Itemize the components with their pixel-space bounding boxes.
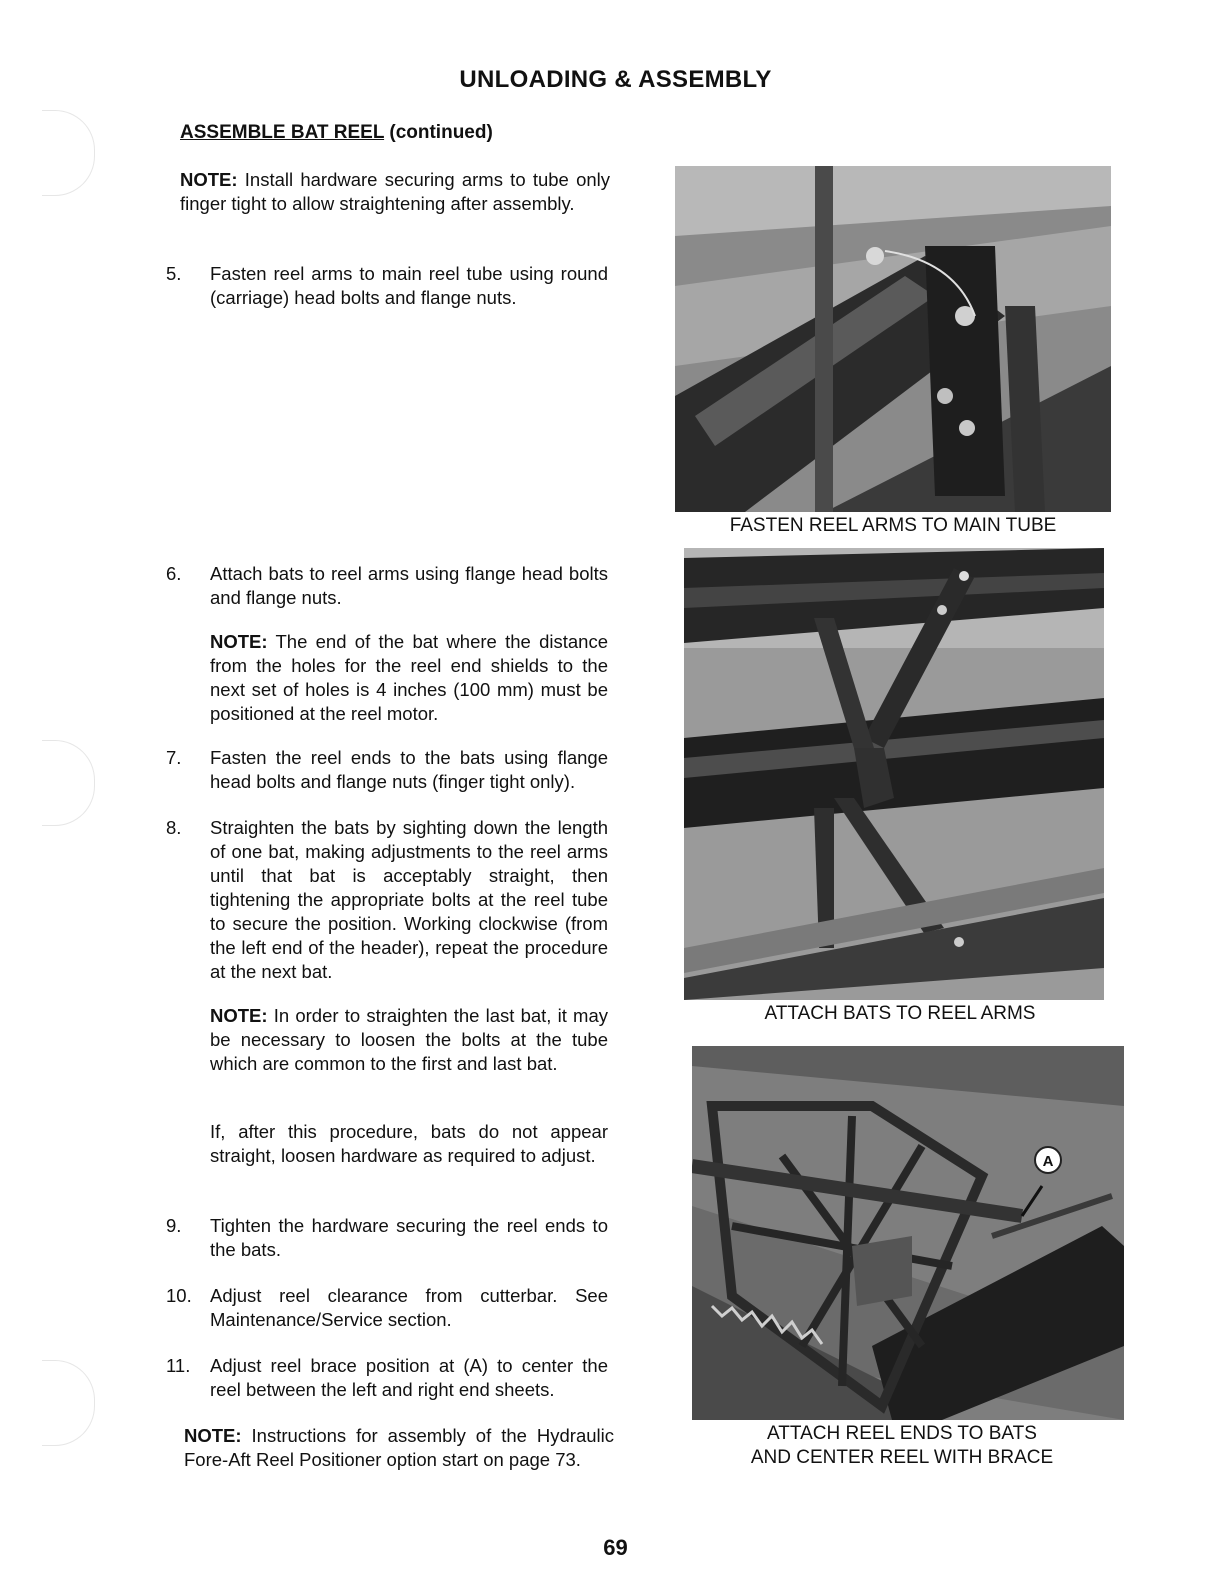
note-step-6: [210, 630, 608, 726]
step-number: 9.: [166, 1215, 182, 1236]
note-text: Install hardware securing arms to tube only finger tight to allow straightening after assembly.: [180, 169, 611, 214]
figure-caption: ATTACH BATS TO REEL ARMS: [764, 1003, 1036, 1024]
step-number: 5.: [166, 263, 182, 284]
page-number: 69: [603, 1535, 628, 1560]
figure-caption: [692, 1422, 1112, 1470]
note-label: NOTE:: [184, 1425, 242, 1446]
step-text: Straighten the bats by sighting down the length of one bat, making adjustments to the reel arms until that bat is acceptably straight, then tightening the appropriate bolts at the reel tube to secure the position. Working clockwise (from the left end of the header), repeat the procedure at the next bat.: [210, 817, 608, 982]
note-text: In order to straighten the last bat, it may be necessary to loosen the bolts at the tube which are common to the first and last bat.: [210, 1005, 608, 1074]
note-label: NOTE:: [210, 1005, 268, 1026]
step-text: Attach bats to reel arms using flange head bolts and flange nuts.: [210, 563, 608, 608]
note-label: NOTE:: [210, 631, 268, 652]
note-top: [180, 168, 610, 216]
paragraph-step-8: If, after this procedure, bats do not appear straight, loosen hardware as required to adjust.: [210, 1121, 608, 1166]
step-text: Fasten reel arms to main reel tube using round (carriage) head bolts and flange nuts.: [210, 263, 608, 308]
note-step-8: [210, 1004, 608, 1076]
step-number: 11.: [166, 1355, 191, 1376]
figure-caption: FASTEN REEL ARMS TO MAIN TUBE: [729, 515, 1057, 536]
photo-reel-arms-main-tube: [675, 166, 1111, 512]
photo-reel-ends-brace: [692, 1046, 1124, 1420]
step-text: Fasten the reel ends to the bats using flange head bolts and flange nuts (finger tight only).: [210, 747, 608, 792]
binder-hole: [42, 1360, 95, 1446]
section-title-suffix: (continued): [389, 122, 493, 143]
step-number: 6.: [166, 563, 182, 584]
step-text: Tighten the hardware securing the reel ends to the bats.: [210, 1215, 608, 1260]
section-title: [180, 122, 493, 144]
step-number: 10.: [166, 1285, 192, 1306]
note-text: The end of the bat where the distance from the holes for the reel end shields to the next set of holes is 4 inches (100 mm) must be positioned at the reel motor.: [210, 631, 608, 724]
binder-hole: [42, 740, 95, 826]
callout-a: A: [1042, 1153, 1054, 1170]
binder-hole: [42, 110, 95, 196]
photo-bats-reel-arms: [684, 548, 1104, 1000]
figure-caption-line2: AND CENTER REEL WITH BRACE: [750, 1447, 1054, 1468]
step-number: 7.: [166, 747, 182, 768]
section-title-main: ASSEMBLE BAT REEL: [180, 122, 385, 143]
step-text: Adjust reel clearance from cutterbar. See Maintenance/Service section.: [210, 1285, 608, 1330]
page-title: UNLOADING & ASSEMBLY: [459, 66, 772, 93]
figure-caption-line1: ATTACH REEL ENDS TO BATS: [767, 1423, 1037, 1444]
step-number: 8.: [166, 817, 182, 838]
step-text: Adjust reel brace position at (A) to center the reel between the left and right end sheets.: [210, 1355, 608, 1400]
note-label: NOTE:: [180, 169, 238, 190]
note-bottom: [184, 1424, 614, 1472]
note-text: Instructions for assembly of the Hydraulic Fore-Aft Reel Positioner option start on page 73.: [184, 1425, 615, 1470]
